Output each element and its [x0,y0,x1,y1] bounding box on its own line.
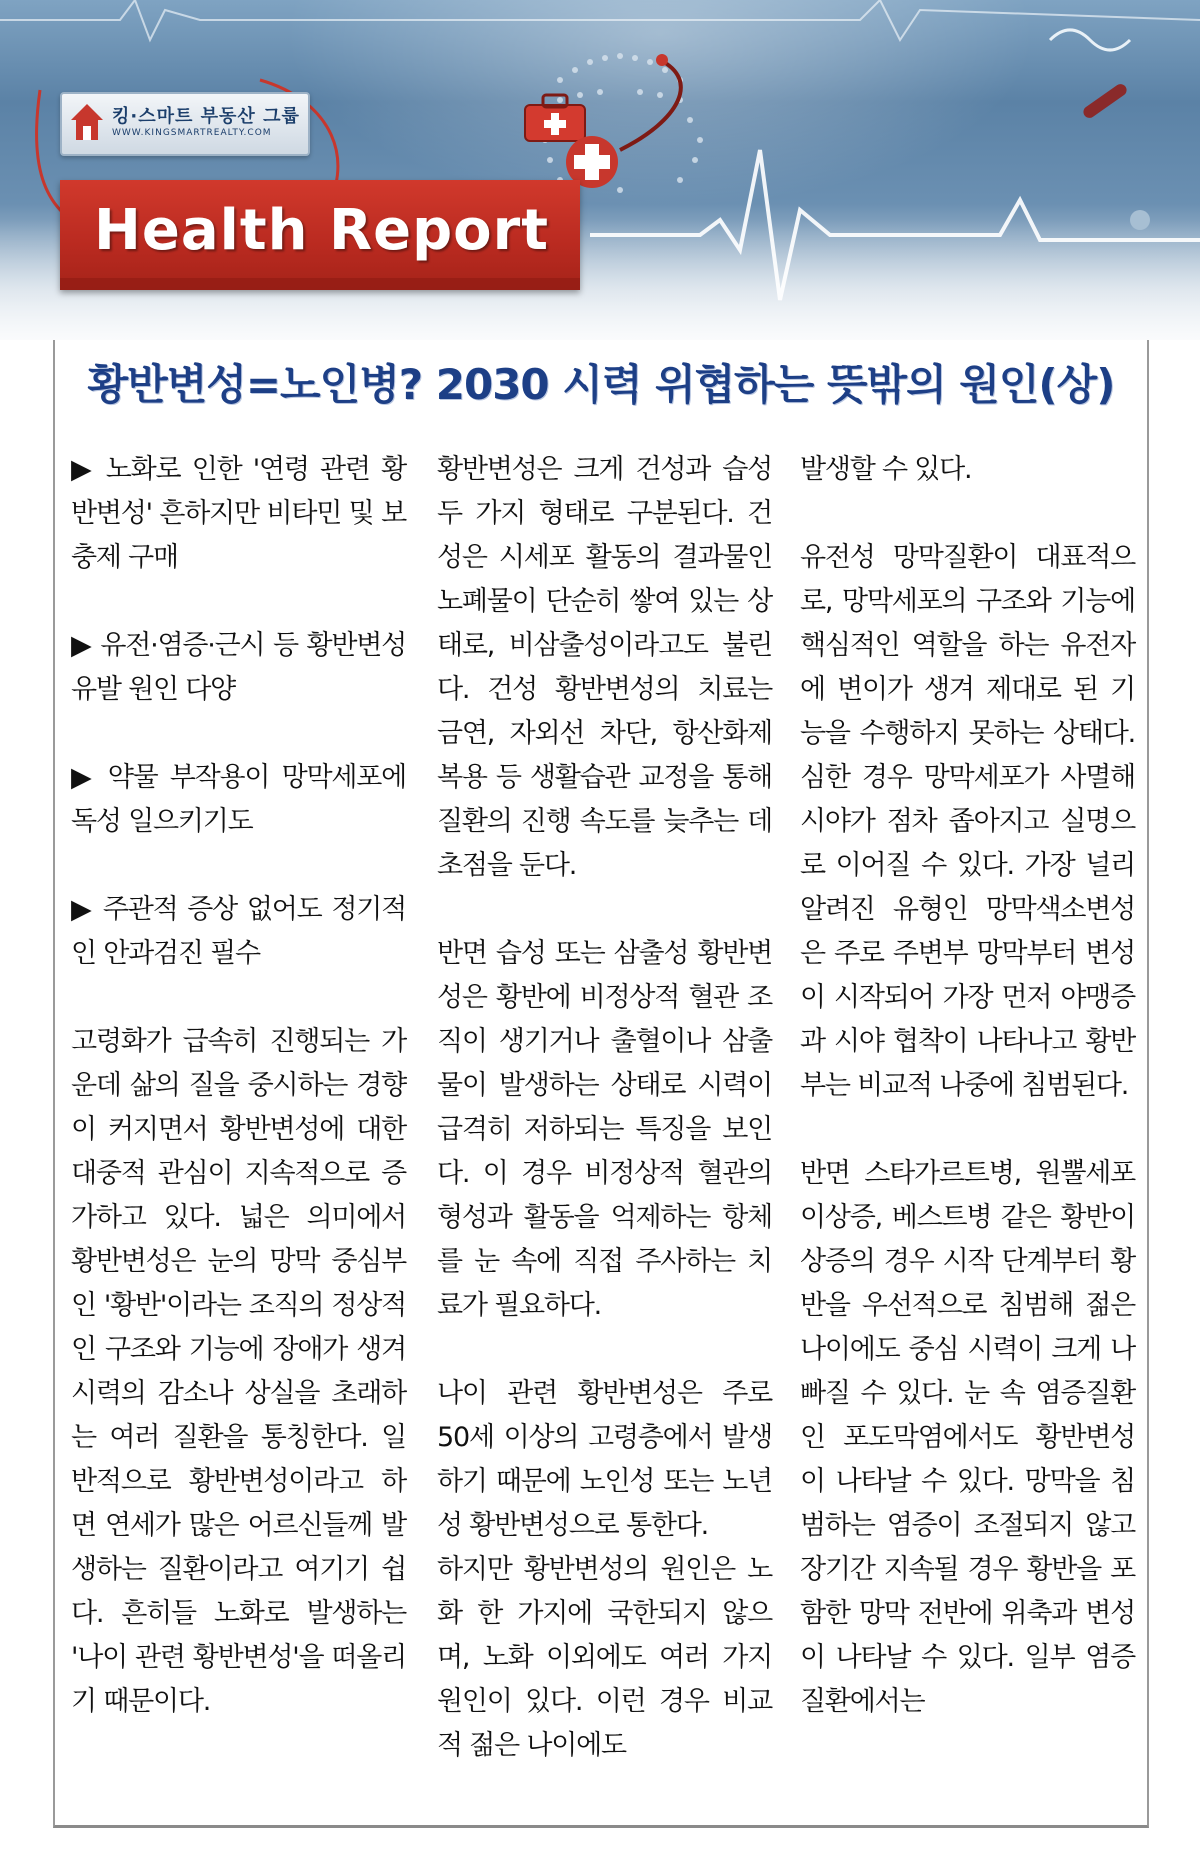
body-paragraph: 반면 습성 또는 삼출성 황반변성은 황반에 비정상적 혈관 조직이 생기거나 출혈이나 삼출물이 발생하는 상태로 시력이 급격히 저하되는 특징을 보인다. 이 경우 비정상적 혈관의 형성과 활동을 억제하는 항체를 눈 속에 직접 주사하는 치료가 필요하다. [437,938,772,1321]
article-frame [53,340,1149,1828]
company-logo [60,92,310,156]
article-headline: 황반변성=노인병? 2030 시력 위협하는 뜻밖의 원인(상) [87,360,1115,409]
highlight-item: ▶ 유전·염증·근시 등 황반변성 유발 원인 다양 [71,630,406,705]
body-paragraph: 황반변성은 크게 건성과 습성 두 가지 형태로 구분된다. 건성은 시세포 활동의 결과물인 노폐물이 단순히 쌓여 있는 상태로, 비삼출성이라고도 불린다. 건성 황반변성의 치료는 금연, 자외선 차단, 항산화제 복용 등 생활습관 교정을 통해 질환의 진행 속도를 늦추는 데 초점을 둔다. [437,454,772,881]
header-banner [0,0,1200,340]
article-column-3 [800,448,1135,1724]
article-column-1 [71,448,406,1724]
highlight-item: ▶ 주관적 증상 없어도 정기적인 안과검진 필수 [71,894,406,969]
body-paragraph: 발생할 수 있다. [800,454,972,485]
body-paragraph: 하지만 황반변성의 원인은 노화 한 가지에 국한되지 않으며, 노화 이외에도 여러 가지 원인이 있다. 이런 경우 비교적 젊은 나이에도 [437,1554,772,1761]
section-title-underline [60,278,580,290]
body-paragraph: 고령화가 급속히 진행되는 가운데 삶의 질을 중시하는 경향이 커지면서 황반변성에 대한 대중적 관심이 지속적으로 증가하고 있다. 넓은 의미에서 황반변성은 눈의 망막 중심부인 '황반'이라는 조직의 정상적인 구조와 기능에 장애가 생겨 시력의 감소나 상실을 초래하는 여러 질환을 통칭한다. 일반적으로 황반변성이라고 하면 연세가 많은 어르신들께 발생하는 질환이라고 여기기 쉽다. 흔히들 노화로 발생하는 '나이 관련 황반변성'을 떠올리기 때문이다. [71,1026,406,1717]
article-column-2 [437,448,772,1768]
body-paragraph: 유전성 망막질환이 대표적으로, 망막세포의 구조와 기능에 핵심적인 역할을 하는 유전자에 변이가 생겨 제대로 된 기능을 수행하지 못하는 상태다. 심한 경우 망막세포가 사멸해 시야가 점차 좁아지고 실명으로 이어질 수 있다. 가장 널리 알려진 유형인 망막색소변성은 주로 주변부 망막부터 변성이 시작되어 가장 먼저 야맹증과 시야 협착이 나타나고 황반부는 비교적 나중에 침범된다. [800,542,1135,1101]
body-paragraph: 나이 관련 황반변성은 주로 50세 이상의 고령층에서 발생하기 때문에 노인성 또는 노년성 황반변성으로 통한다. [437,1378,772,1541]
body-paragraph: 반면 스타가르트병, 원뿔세포이상증, 베스트병 같은 황반이상증의 경우 시작 단계부터 황반을 우선적으로 침범해 젊은 나이에도 중심 시력이 크게 나빠질 수 있다. 눈 속 염증질환인 포도막염에서도 황반변성이 나타날 수 있다. 망막을 침범하는 염증이 조절되지 않고 장기간 지속될 경우 황반을 포함한 망막 전반에 위축과 변성이 나타날 수 있다. 일부 염증 질환에서는 [800,1158,1135,1717]
section-title: Health Report [94,198,550,263]
logo-company-name: 킹·스마트 부동산 그룹 [112,106,300,127]
section-title-bar [60,180,580,290]
logo-website-url: WWW.KINGSMARTREALTY.COM [112,128,272,138]
highlight-item: ▶ 노화로 인한 '연령 관련 황반변성' 흔하지만 비타민 및 보충제 구매 [71,454,406,573]
highlight-item: ▶ 약물 부작용이 망막세포에 독성 일으키기도 [71,762,406,837]
house-icon [70,102,104,142]
